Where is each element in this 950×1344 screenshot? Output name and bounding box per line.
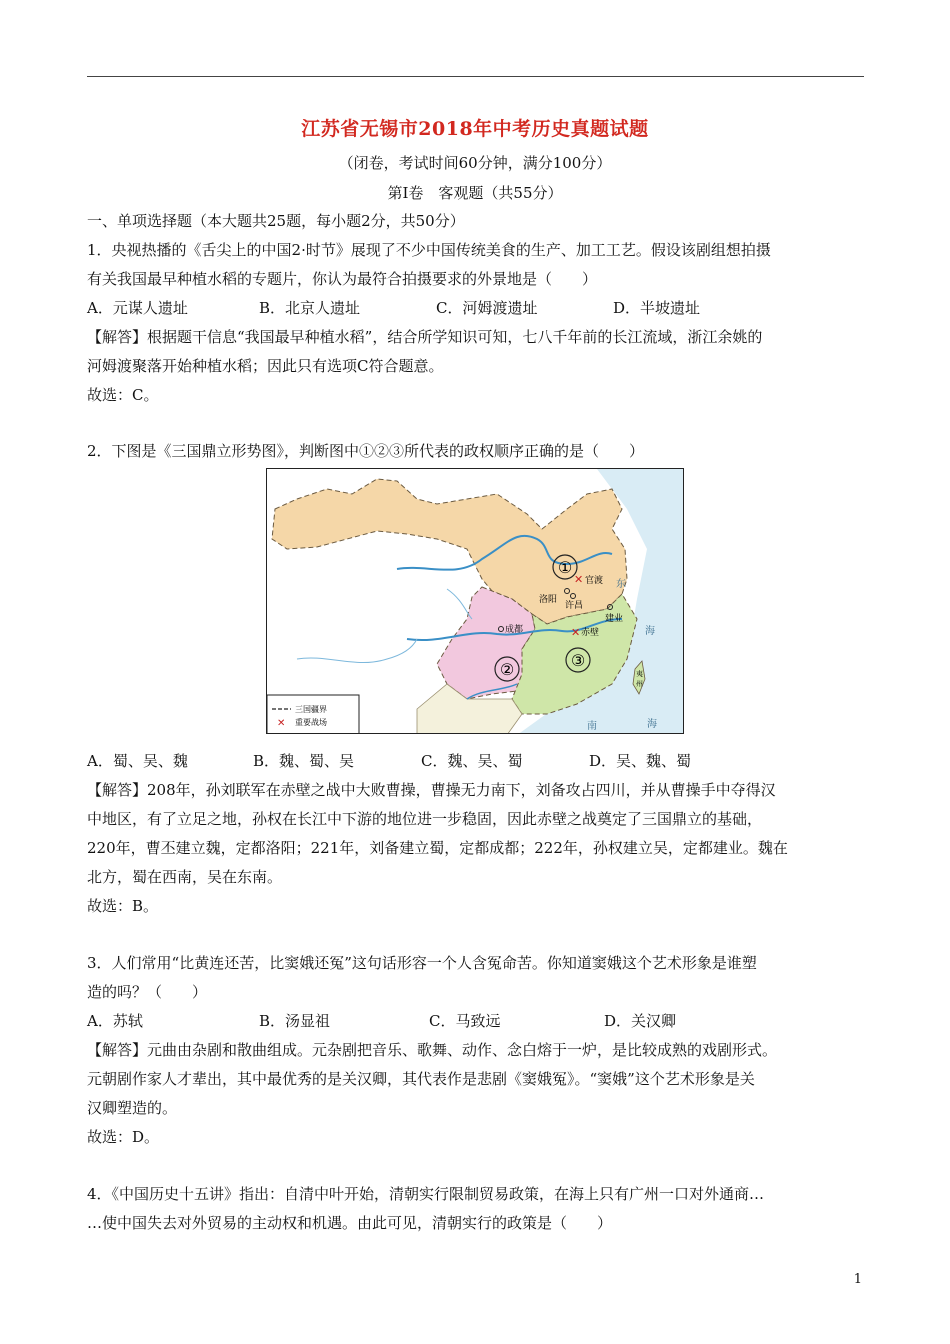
place-luoyang: 洛阳 bbox=[539, 595, 558, 605]
q2-answer-line4: 北方，蜀在西南，吴在东南。 bbox=[87, 868, 283, 886]
q2-option-b: B．魏、蜀、吴 bbox=[253, 752, 355, 770]
battle-icon-guandu: ✕ bbox=[574, 573, 584, 586]
legend-border-label: 三国疆界 bbox=[295, 705, 327, 714]
three-kingdoms-map bbox=[266, 468, 684, 734]
legend-battle-label: 重要战场 bbox=[295, 718, 327, 727]
q1-stem-line2: 有关我国最早种植水稻的专题片，你认为最符合拍摄要求的外景地是（ ） bbox=[87, 270, 598, 288]
q2-choice: 故选：B。 bbox=[87, 897, 159, 915]
q3-stem-line2: 造的吗？（ ） bbox=[87, 983, 208, 1001]
q1-choice: 故选：C。 bbox=[87, 386, 159, 404]
q3-answer-line1: 【解答】元曲由杂剧和散曲组成。元杂剧把音乐、歌舞、动作、念白熔于一炉，是比较成熟的戏剧形式。 bbox=[87, 1041, 778, 1059]
q2-option-c: C．魏、吴、蜀 bbox=[421, 752, 523, 770]
q1-option-d: D．半坡遗址 bbox=[613, 299, 701, 317]
q3-choice: 故选：D。 bbox=[87, 1128, 160, 1146]
q3-option-c: C．马致远 bbox=[429, 1012, 501, 1030]
place-xuchang: 许昌 bbox=[565, 601, 584, 611]
q2-stem-line1: 2．下图是《三国鼎立形势图》，判断图中①②③所代表的政权顺序正确的是（ ） bbox=[87, 442, 645, 460]
q1-option-c: C．河姆渡遗址 bbox=[436, 299, 538, 317]
q3-options bbox=[87, 1010, 676, 1031]
q3-option-d: D．关汉卿 bbox=[604, 1012, 677, 1030]
sea-label-nan: 南 bbox=[587, 721, 597, 732]
q3-answer-line2: 元朝剧作家人才辈出，其中最优秀的是关汉卿，其代表作是悲剧《窦娥冤》。“窦娥”这个艺术形象是关 bbox=[87, 1070, 755, 1088]
part-header: 第Ⅰ卷 客观题（共55分） bbox=[387, 184, 563, 202]
region-2-label: ② bbox=[499, 660, 515, 679]
q1-answer-line2: 河姆渡聚落开始种植水稻；因此只有选项C符合题意。 bbox=[87, 357, 444, 375]
q3-option-a: A．苏轼 bbox=[87, 1012, 143, 1030]
minor-river-2 bbox=[447, 589, 472, 619]
q2-options bbox=[87, 750, 691, 771]
q3-stem-line1: 3．人们常用“比黄连还苦，比窦娥还冤”这句话形容一个人含冤命苦。你知道窦娥这个艺术形象是谁塑 bbox=[87, 954, 757, 972]
q3-answer-line3: 汉卿塑造的。 bbox=[87, 1099, 178, 1117]
island-label-1: 夷 bbox=[636, 670, 643, 678]
map-svg bbox=[267, 469, 684, 734]
q2-answer-line1: 【解答】208年，孙刘联军在赤壁之战中大败曹操，曹操无力南下，刘备攻占四川，并从曹操手中夺得汉 bbox=[87, 781, 776, 799]
exam-info: （闭卷，考试时间60分钟，满分100分） bbox=[338, 154, 612, 172]
q1-option-b: B．北京人遗址 bbox=[259, 299, 361, 317]
place-chibi: 赤壁 bbox=[581, 628, 600, 638]
document-title: 江苏省无锡市2018年中考历史真题试题 bbox=[301, 118, 649, 140]
island-label-2: 州 bbox=[636, 680, 643, 688]
q4-stem-line2: …使中国失去对外贸易的主动权和机遇。由此可见，清朝实行的政策是（ ） bbox=[87, 1214, 613, 1232]
q2-option-a: A．蜀、吴、魏 bbox=[87, 752, 188, 770]
battle-icon-chibi: ✕ bbox=[571, 626, 581, 639]
sea-label-dong: 东 bbox=[616, 579, 626, 590]
q1-stem-line1: 1．央视热播的《舌尖上的中国2·时节》展现了不少中国传统美食的生产、加工工艺。假设该剧组想拍摄 bbox=[87, 241, 771, 259]
sea-label-hai: 海 bbox=[645, 626, 655, 637]
minor-river-1 bbox=[297, 639, 417, 663]
page-number: 1 bbox=[853, 1272, 862, 1287]
q2-option-d: D．吴、魏、蜀 bbox=[589, 752, 692, 770]
q4-stem-line1: 4．《中国历史十五讲》指出：自清中叶开始，清朝实行限制贸易政策，在海上只有广州一口对外通商… bbox=[87, 1185, 765, 1203]
q2-answer-line2: 中地区，有了立足之地，孙权在长江中下游的地位进一步稳固，因此赤壁之战奠定了三国鼎立的基础， bbox=[87, 810, 763, 828]
q3-option-b: B．汤显祖 bbox=[259, 1012, 331, 1030]
q1-option-a: A．元谋人遗址 bbox=[87, 299, 188, 317]
region-3-label: ③ bbox=[570, 651, 586, 670]
q1-answer-line1: 【解答】根据题干信息“我国最早种植水稻”，结合所学知识可知，七八千年前的长江流域，浙江余姚的 bbox=[87, 328, 763, 346]
place-chengdu: 成都 bbox=[505, 625, 524, 635]
legend-battle-icon: ✕ bbox=[277, 718, 286, 729]
place-jianye: 建业 bbox=[605, 614, 624, 624]
q1-options bbox=[87, 297, 700, 318]
header-rule bbox=[87, 76, 864, 77]
region-1-label: ① bbox=[557, 558, 573, 577]
section-header: 一、单项选择题（本大题共25题，每小题2分，共50分） bbox=[87, 212, 465, 230]
q2-answer-line3: 220年，曹丕建立魏，定都洛阳；221年，刘备建立蜀，定都成都；222年，孙权建立吴，定都建业。魏在 bbox=[87, 839, 788, 857]
place-guandu: 官渡 bbox=[585, 576, 604, 586]
sea-label-hai2: 海 bbox=[647, 719, 657, 730]
